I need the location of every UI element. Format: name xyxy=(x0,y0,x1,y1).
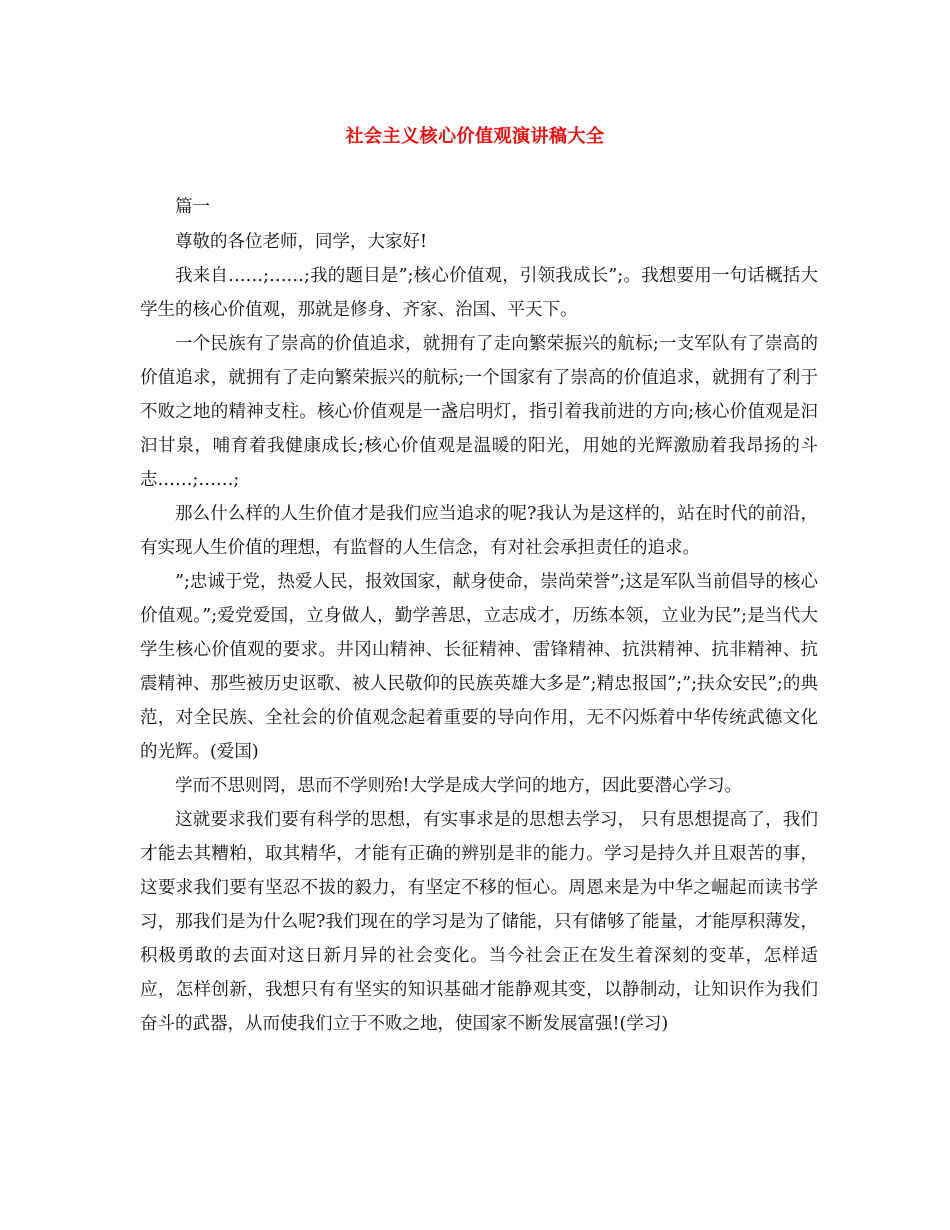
document-title: 社会主义核心价值观演讲稿大全 xyxy=(345,126,605,147)
paragraph-patriotism: ”;忠诚于党，热爱人民，报效国家，献身使命，崇尚荣誉”;这是军队当前倡导的核心价值观。”;爱党爱国，立身做人，勤学善思，立志成才，历练本领，立业为民”;是当代大学生核心价值观的要求。井冈山精神、长征精神、雷锋精神、抗洪精神、抗非精神、抗震精神、那些被历史讴歌、被人民敬仰的民族英雄大多是”;精忠报国”;”;扶众安民”;的典范，对全民族、全社会的价值观念起着重要的导向作用，无不闪烁着中华传统武德文化的光辉。(爱国) xyxy=(140,572,818,762)
section-heading: 篇一 xyxy=(175,197,210,217)
document-body xyxy=(140,190,818,1041)
paragraph-intro: 我来自……;……;我的题目是”;核心价值观，引领我成长”;。我想要用一句话概括大学生的核心价值观，那就是修身、齐家、治国、平天下。 xyxy=(140,266,818,320)
paragraph-greeting: 尊敬的各位老师，同学，大家好! xyxy=(175,232,428,252)
paragraph-study: 这就要求我们要有科学的思想，有实事求是的思想去学习， 只有思想提高了，我们才能去其糟粕，取其精华，才能有正确的辨别是非的能力。学习是持久并且艰苦的事，这要求我们要有坚忍不拔的毅力，有坚定不移的恒心。周恩来是为中华之崛起而读书学习，那我们是为什么呢?我们现在的学习是为了储能，只有储够了能量，才能厚积薄发，积极勇敢的去面对这日新月异的社会变化。当今社会正在发生着深刻的变革，怎样适应，怎样创新，我想只有有坚实的知识基础才能静观其变，以静制动，让知识作为我们奋斗的武器，从而使我们立于不败之地，使国家不断发展富强!(学习) xyxy=(140,810,818,1034)
paragraph-life-value: 那么什么样的人生价值才是我们应当追求的呢?我认为是这样的，站在时代的前沿，有实现人生价值的理想，有监督的人生信念，有对社会承担责任的追求。 xyxy=(140,504,818,558)
paragraph-study-intro: 学而不思则罔，思而不学则殆!大学是成大学问的地方，因此要潜心学习。 xyxy=(175,776,743,796)
paragraph-value-pursuit: 一个民族有了崇高的价值追求，就拥有了走向繁荣振兴的航标;一支军队有了崇高的价值追求，就拥有了走向繁荣振兴的航标;一个国家有了崇高的价值追求，就拥有了利于不败之地的精神支柱。核心价值观是一盏启明灯，指引着我前进的方向;核心价值观是汩汩甘泉，哺育着我健康成长;核心价值观是温暖的阳光，用她的光辉激励着我昂扬的斗志……;……; xyxy=(140,334,818,490)
